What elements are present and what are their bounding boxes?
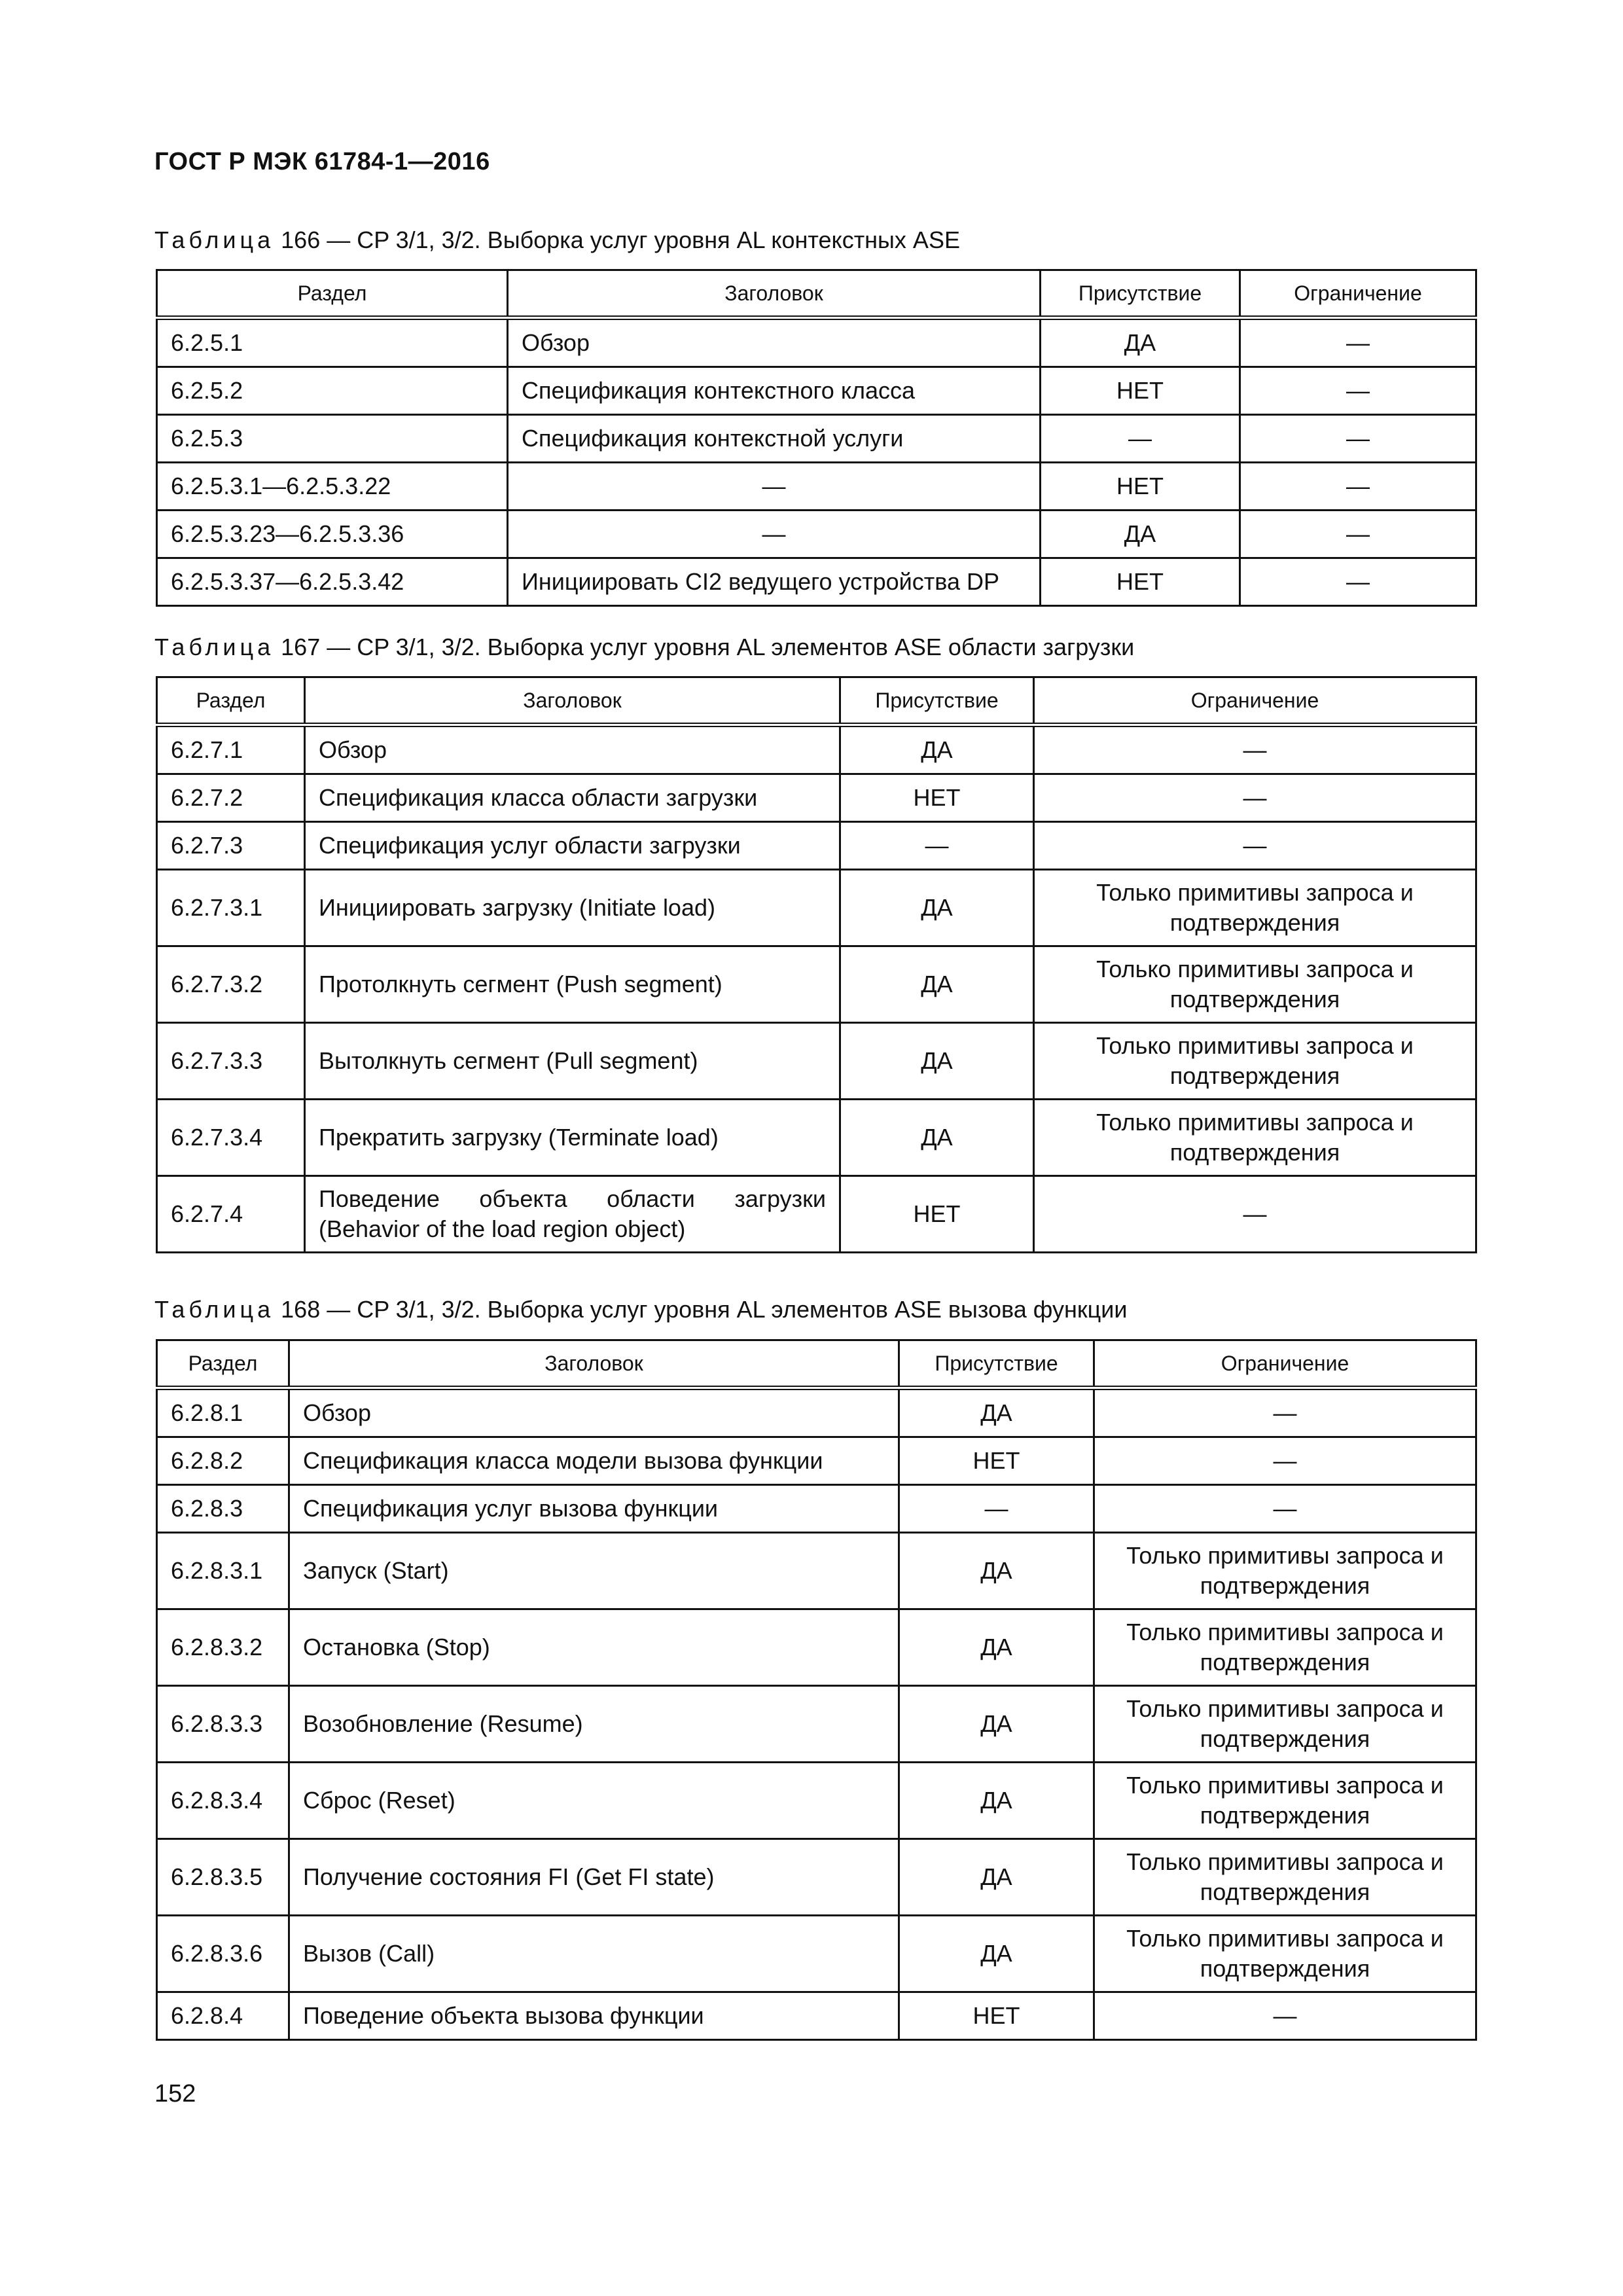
cell-title: Инициировать CI2 ведущего устройства DP (508, 558, 1041, 606)
cell-presence: НЕТ (899, 1992, 1094, 2040)
column-header: Заголовок (508, 270, 1041, 318)
cell-section: 6.2.7.1 (157, 725, 305, 774)
cell-title: Обзор (508, 318, 1041, 367)
cell-title: Вытолкнуть сегмент (Pull segment) (305, 1023, 840, 1100)
cell-constraint: — (1240, 318, 1476, 367)
cell-section: 6.2.5.2 (157, 367, 508, 415)
table-row (157, 1839, 1476, 1916)
table-caption (154, 226, 960, 254)
cell-title: Спецификация услуг вызова функции (289, 1485, 899, 1533)
cell-section: 6.2.5.3.23—6.2.5.3.36 (157, 511, 508, 558)
table-row (157, 1686, 1476, 1763)
table-row (157, 1609, 1476, 1686)
cell-constraint: — (1094, 1992, 1476, 2040)
cell-presence: — (840, 822, 1034, 870)
table-row (157, 1992, 1476, 2040)
cell-section: 6.2.8.3 (157, 1485, 289, 1533)
cell-presence: — (899, 1485, 1094, 1533)
cell-section: 6.2.8.3.5 (157, 1839, 289, 1916)
table-166 (156, 269, 1477, 607)
cell-title: Получение состояния FI (Get FI state) (289, 1839, 899, 1916)
cell-title: Прекратить загрузку (Terminate load) (305, 1100, 840, 1176)
table-row (157, 822, 1476, 870)
table-row (157, 1485, 1476, 1533)
cell-title: — (508, 463, 1041, 511)
cell-title: Обзор (289, 1388, 899, 1437)
cell-constraint: Только примитивы запроса и подтверждения (1094, 1839, 1476, 1916)
table-168 (156, 1339, 1477, 2041)
page-number: 152 (154, 2080, 196, 2108)
column-header: Присутствие (840, 677, 1034, 725)
column-header: Раздел (157, 270, 508, 318)
cell-constraint: Только примитивы запроса и подтверждения (1094, 1686, 1476, 1763)
table-row (157, 870, 1476, 946)
cell-presence: ДА (1041, 511, 1240, 558)
cell-constraint: Только примитивы запроса и подтверждения (1034, 1023, 1476, 1100)
cell-title: Возобновление (Resume) (289, 1686, 899, 1763)
table-row (157, 463, 1476, 511)
table-caption (154, 1296, 1127, 1323)
cell-section: 6.2.5.1 (157, 318, 508, 367)
table-header-row (157, 1340, 1476, 1388)
cell-section: 6.2.8.4 (157, 1992, 289, 2040)
caption-text: 168 — CP 3/1, 3/2. Выборка услуг уровня AL элементов ASE вызова функции (274, 1296, 1128, 1323)
table-row (157, 1023, 1476, 1100)
cell-section: 6.2.8.3.6 (157, 1916, 289, 1992)
cell-constraint: — (1034, 822, 1476, 870)
table-row (157, 1916, 1476, 1992)
table-row (157, 415, 1476, 463)
cell-presence: НЕТ (1041, 367, 1240, 415)
cell-presence: ДА (899, 1533, 1094, 1609)
table-row (157, 1763, 1476, 1839)
cell-presence: НЕТ (840, 774, 1034, 822)
column-header: Раздел (157, 677, 305, 725)
cell-section: 6.2.7.3.4 (157, 1100, 305, 1176)
cell-section: 6.2.5.3.37—6.2.5.3.42 (157, 558, 508, 606)
table-167 (156, 676, 1477, 1253)
column-header: Раздел (157, 1340, 289, 1388)
cell-presence: ДА (899, 1916, 1094, 1992)
cell-section: 6.2.7.3 (157, 822, 305, 870)
table-caption (154, 634, 1134, 661)
cell-presence: ДА (840, 870, 1034, 946)
cell-section: 6.2.8.3.1 (157, 1533, 289, 1609)
cell-title: Вызов (Call) (289, 1916, 899, 1992)
table-row (157, 946, 1476, 1023)
cell-title: Сброс (Reset) (289, 1763, 899, 1839)
cell-presence: ДА (840, 946, 1034, 1023)
cell-title: Поведение объекта области загрузки (Behavior of the load region object) (305, 1176, 840, 1253)
cell-title: Остановка (Stop) (289, 1609, 899, 1686)
cell-title: Спецификация контекстной услуги (508, 415, 1041, 463)
cell-presence: ДА (899, 1686, 1094, 1763)
cell-title: Спецификация контекстного класса (508, 367, 1041, 415)
cell-constraint: — (1034, 774, 1476, 822)
cell-title: Запуск (Start) (289, 1533, 899, 1609)
cell-constraint: — (1034, 1176, 1476, 1253)
cell-section: 6.2.8.2 (157, 1437, 289, 1485)
table-row (157, 318, 1476, 367)
cell-section: 6.2.7.4 (157, 1176, 305, 1253)
cell-title: Обзор (305, 725, 840, 774)
table-row (157, 558, 1476, 606)
cell-section: 6.2.7.3.2 (157, 946, 305, 1023)
table-header-row (157, 677, 1476, 725)
cell-presence: ДА (899, 1839, 1094, 1916)
cell-constraint: Только примитивы запроса и подтверждения (1094, 1763, 1476, 1839)
caption-prefix: Таблица (154, 1296, 275, 1323)
cell-section: 6.2.8.3.3 (157, 1686, 289, 1763)
table-row (157, 1176, 1476, 1253)
cell-section: 6.2.8.1 (157, 1388, 289, 1437)
caption-prefix: Таблица (154, 226, 275, 253)
cell-constraint: Только примитивы запроса и подтверждения (1034, 946, 1476, 1023)
table-row (157, 367, 1476, 415)
caption-text: 167 — CP 3/1, 3/2. Выборка услуг уровня AL элементов ASE области загрузки (274, 634, 1135, 660)
table-row (157, 511, 1476, 558)
table-row (157, 1388, 1476, 1437)
column-header: Ограничение (1034, 677, 1476, 725)
cell-constraint: — (1240, 367, 1476, 415)
column-header: Заголовок (289, 1340, 899, 1388)
cell-title: Инициировать загрузку (Initiate load) (305, 870, 840, 946)
cell-presence: ДА (899, 1388, 1094, 1437)
column-header: Заголовок (305, 677, 840, 725)
cell-presence: НЕТ (899, 1437, 1094, 1485)
cell-section: 6.2.7.3.1 (157, 870, 305, 946)
cell-presence: ДА (1041, 318, 1240, 367)
cell-constraint: Только примитивы запроса и подтверждения (1094, 1916, 1476, 1992)
cell-presence: ДА (840, 1100, 1034, 1176)
cell-section: 6.2.7.3.3 (157, 1023, 305, 1100)
column-header: Ограничение (1240, 270, 1476, 318)
table-row (157, 774, 1476, 822)
table-header-row (157, 270, 1476, 318)
column-header: Присутствие (899, 1340, 1094, 1388)
cell-constraint: Только примитивы запроса и подтверждения (1094, 1609, 1476, 1686)
cell-constraint: — (1240, 415, 1476, 463)
cell-constraint: — (1034, 725, 1476, 774)
cell-section: 6.2.5.3 (157, 415, 508, 463)
cell-constraint: Только примитивы запроса и подтверждения (1094, 1533, 1476, 1609)
cell-constraint: Только примитивы запроса и подтверждения (1034, 1100, 1476, 1176)
cell-title: — (508, 511, 1041, 558)
caption-prefix: Таблица (154, 634, 275, 660)
cell-presence: НЕТ (1041, 558, 1240, 606)
cell-constraint: — (1094, 1437, 1476, 1485)
cell-title: Спецификация класса области загрузки (305, 774, 840, 822)
cell-section: 6.2.7.2 (157, 774, 305, 822)
cell-title: Спецификация услуг области загрузки (305, 822, 840, 870)
cell-presence: НЕТ (840, 1176, 1034, 1253)
caption-text: 166 — CP 3/1, 3/2. Выборка услуг уровня AL контекстных ASE (274, 226, 960, 253)
table-row (157, 1437, 1476, 1485)
cell-presence: НЕТ (1041, 463, 1240, 511)
cell-presence: — (1041, 415, 1240, 463)
column-header: Ограничение (1094, 1340, 1476, 1388)
table-row (157, 1533, 1476, 1609)
cell-section: 6.2.8.3.2 (157, 1609, 289, 1686)
cell-presence: ДА (840, 725, 1034, 774)
cell-title: Спецификация класса модели вызова функции (289, 1437, 899, 1485)
cell-section: 6.2.8.3.4 (157, 1763, 289, 1839)
cell-constraint: — (1240, 511, 1476, 558)
cell-title: Протолкнуть сегмент (Push segment) (305, 946, 840, 1023)
cell-constraint: — (1240, 463, 1476, 511)
document-header: ГОСТ Р МЭК 61784-1—2016 (154, 148, 490, 175)
cell-title: Поведение объекта вызова функции (289, 1992, 899, 2040)
cell-presence: ДА (899, 1763, 1094, 1839)
cell-presence: ДА (840, 1023, 1034, 1100)
table-row (157, 1100, 1476, 1176)
cell-section: 6.2.5.3.1—6.2.5.3.22 (157, 463, 508, 511)
table-row (157, 725, 1476, 774)
cell-constraint: — (1240, 558, 1476, 606)
cell-constraint: Только примитивы запроса и подтверждения (1034, 870, 1476, 946)
column-header: Присутствие (1041, 270, 1240, 318)
cell-constraint: — (1094, 1485, 1476, 1533)
cell-constraint: — (1094, 1388, 1476, 1437)
cell-presence: ДА (899, 1609, 1094, 1686)
